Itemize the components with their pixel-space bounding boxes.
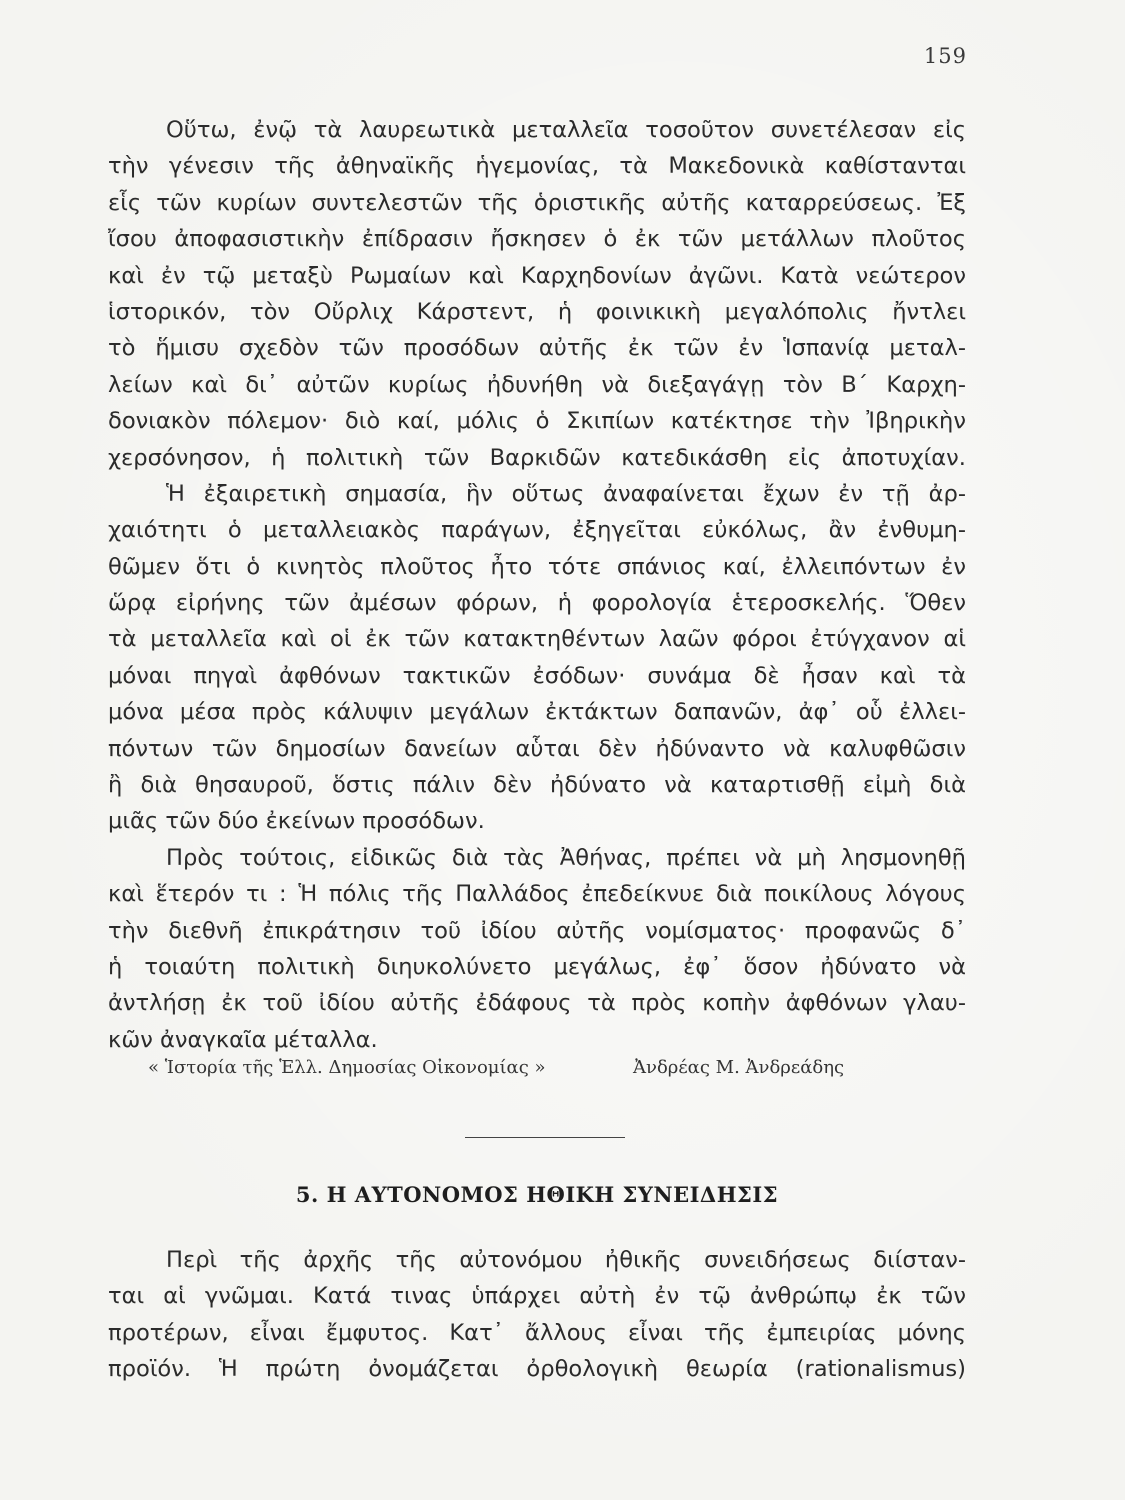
text-line: τὰ μεταλλεῖα καὶ οἱ ἐκ τῶν κατακτηθέντων λαῶν φόροι ἐτύγχανον αἱ — [108, 626, 966, 653]
citation-work: « Ἱστορία τῆς Ἑλλ. Δημοσίας Οἰκονομίας » — [148, 1057, 546, 1078]
text-line: ἡ τοιαύτη πολιτικὴ διηυκολύνετο μεγάλως, ἐφ᾽ ὅσον ἠδύνατο νὰ — [108, 953, 966, 980]
text-line: κῶν ἀναγκαῖα μέταλλα. — [108, 1026, 378, 1053]
text-line: λείων καὶ δι᾽ αὐτῶν κυρίως ἠδυνήθη νὰ διεξαγάγῃ τὸν Β΄ Καρχη- — [108, 371, 966, 398]
text-line: ἢ διὰ θησαυροῦ, ὅστις πάλιν δὲν ἠδύνατο νὰ καταρτισθῇ εἰμὴ διὰ — [108, 772, 966, 799]
section-text — [108, 1242, 966, 1388]
text-line: καὶ ἐν τῷ μεταξὺ Ρωμαίων καὶ Καρχηδονίων ἀγῶνι. Κατὰ νεώτερον — [108, 262, 966, 289]
text-line: χαιότητι ὁ μεταλλειακὸς παράγων, ἐξηγεῖται εὐκόλως, ἂν ἐνθυμη- — [108, 517, 966, 544]
text-line: εἷς τῶν κυρίων συντελεστῶν τῆς ὁριστικῆς αὐτῆς καταρρεύσεως. Ἐξ — [108, 189, 966, 216]
text-line: Οὕτω, ἐνῷ τὰ λαυρεωτικὰ μεταλλεῖα τοσοῦτον συνετέλεσαν εἰς — [166, 117, 966, 143]
text-line: Περὶ τῆς ἀρχῆς τῆς αὐτονόμου ἠθικῆς συνειδήσεως διίσταν- — [166, 1247, 966, 1273]
main-text — [108, 112, 966, 1058]
section-heading: 5. Η ΑΥΤΟΝΟΜΟΣ ΗΘΙΚΗ ΣΥΝΕΙΔΗΣΙΣ — [295, 1182, 779, 1207]
text-line: καὶ ἕτερόν τι : Ἡ πόλις τῆς Παλλάδος ἐπεδείκνυε διὰ ποικίλους λόγους — [108, 881, 966, 908]
text-line: πόντων τῶν δημοσίων δανείων αὗται δὲν ἠδύναντο νὰ καλυφθῶσιν — [108, 735, 966, 762]
text-line: ται αἱ γνῶμαι. Κατά τινας ὑπάρχει αὐτὴ ἐν τῷ ἀνθρώπῳ ἐκ τῶν — [108, 1283, 966, 1310]
text-line: Πρὸς τούτοις, εἰδικῶς διὰ τὰς Ἀθήνας, πρέπει νὰ μὴ λησμονηθῇ — [166, 844, 966, 871]
section-divider — [465, 1137, 625, 1138]
text-line: δονιακὸν πόλεμον· διὸ καί, μόλις ὁ Σκιπίων κατέκτησε τὴν Ἰβηρικὴν — [108, 408, 966, 435]
text-line: ἱστορικόν, τὸν Οὔρλιχ Κάρστεντ, ἡ φοινικικὴ μεγαλόπολις ἤντλει — [108, 298, 966, 325]
text-line: ἀντλήσῃ ἐκ τοῦ ἰδίου αὐτῆς ἐδάφους τὰ πρὸς κοπὴν ἀφθόνων γλαυ- — [108, 990, 966, 1017]
text-line: μόναι πηγαὶ ἀφθόνων τακτικῶν ἐσόδων· συνάμα δὲ ἦσαν καὶ τὰ — [108, 662, 966, 689]
text-line: Ἡ ἐξαιρετικὴ σημασία, ἣν οὕτως ἀναφαίνεται ἔχων ἐν τῇ ἀρ- — [166, 480, 966, 507]
text-line: τὸ ἥμισυ σχεδὸν τῶν προσόδων αὐτῆς ἐκ τῶν ἐν Ἱσπανίᾳ μεταλ- — [108, 335, 966, 362]
text-line: χερσόνησον, ἡ πολιτικὴ τῶν Βαρκιδῶν κατεδικάσθη εἰς ἀποτυχίαν. — [108, 444, 966, 471]
text-line: προϊόν. Ἡ πρώτη ὀνομάζεται ὀρθολογικὴ θεωρία (rationalismus) — [108, 1356, 966, 1383]
citation-author: Ἀνδρέας Μ. Ἀνδρεάδης — [633, 1057, 845, 1078]
text-line: τὴν γένεσιν τῆς ἀθηναϊκῆς ἡγεμονίας, τὰ Μακεδονικὰ καθίστανται — [108, 153, 966, 180]
text-line: ἴσου ἀποφασιστικὴν ἐπίδρασιν ἤσκησεν ὁ ἐκ τῶν μετάλλων πλοῦτος — [108, 226, 966, 253]
text-line: θῶμεν ὅτι ὁ κινητὸς πλοῦτος ἦτο τότε σπάνιος καί, ἐλλειπόντων ἐν — [108, 553, 966, 580]
text-line: προτέρων, εἶναι ἔμφυτος. Κατ᾽ ἄλλους εἶναι τῆς ἐμπειρίας μόνης — [108, 1319, 966, 1346]
text-line: μιᾶς τῶν δύο ἐκείνων προσόδων. — [108, 808, 485, 835]
page-number: 159 — [923, 44, 967, 68]
text-line: μόνα μέσα πρὸς κάλυψιν μεγάλων ἐκτάκτων δαπανῶν, ἀφ᾽ οὗ ἐλλει- — [108, 699, 966, 726]
text-line: ὥρᾳ εἰρήνης τῶν ἀμέσων φόρων, ἡ φορολογία ἑτεροσκελής. Ὅθεν — [108, 590, 966, 617]
text-line: τὴν διεθνῆ ἐπικράτησιν τοῦ ἰδίου αὐτῆς νομίσματος· προφανῶς δ᾽ — [108, 917, 966, 944]
source-citation — [148, 1057, 868, 1078]
